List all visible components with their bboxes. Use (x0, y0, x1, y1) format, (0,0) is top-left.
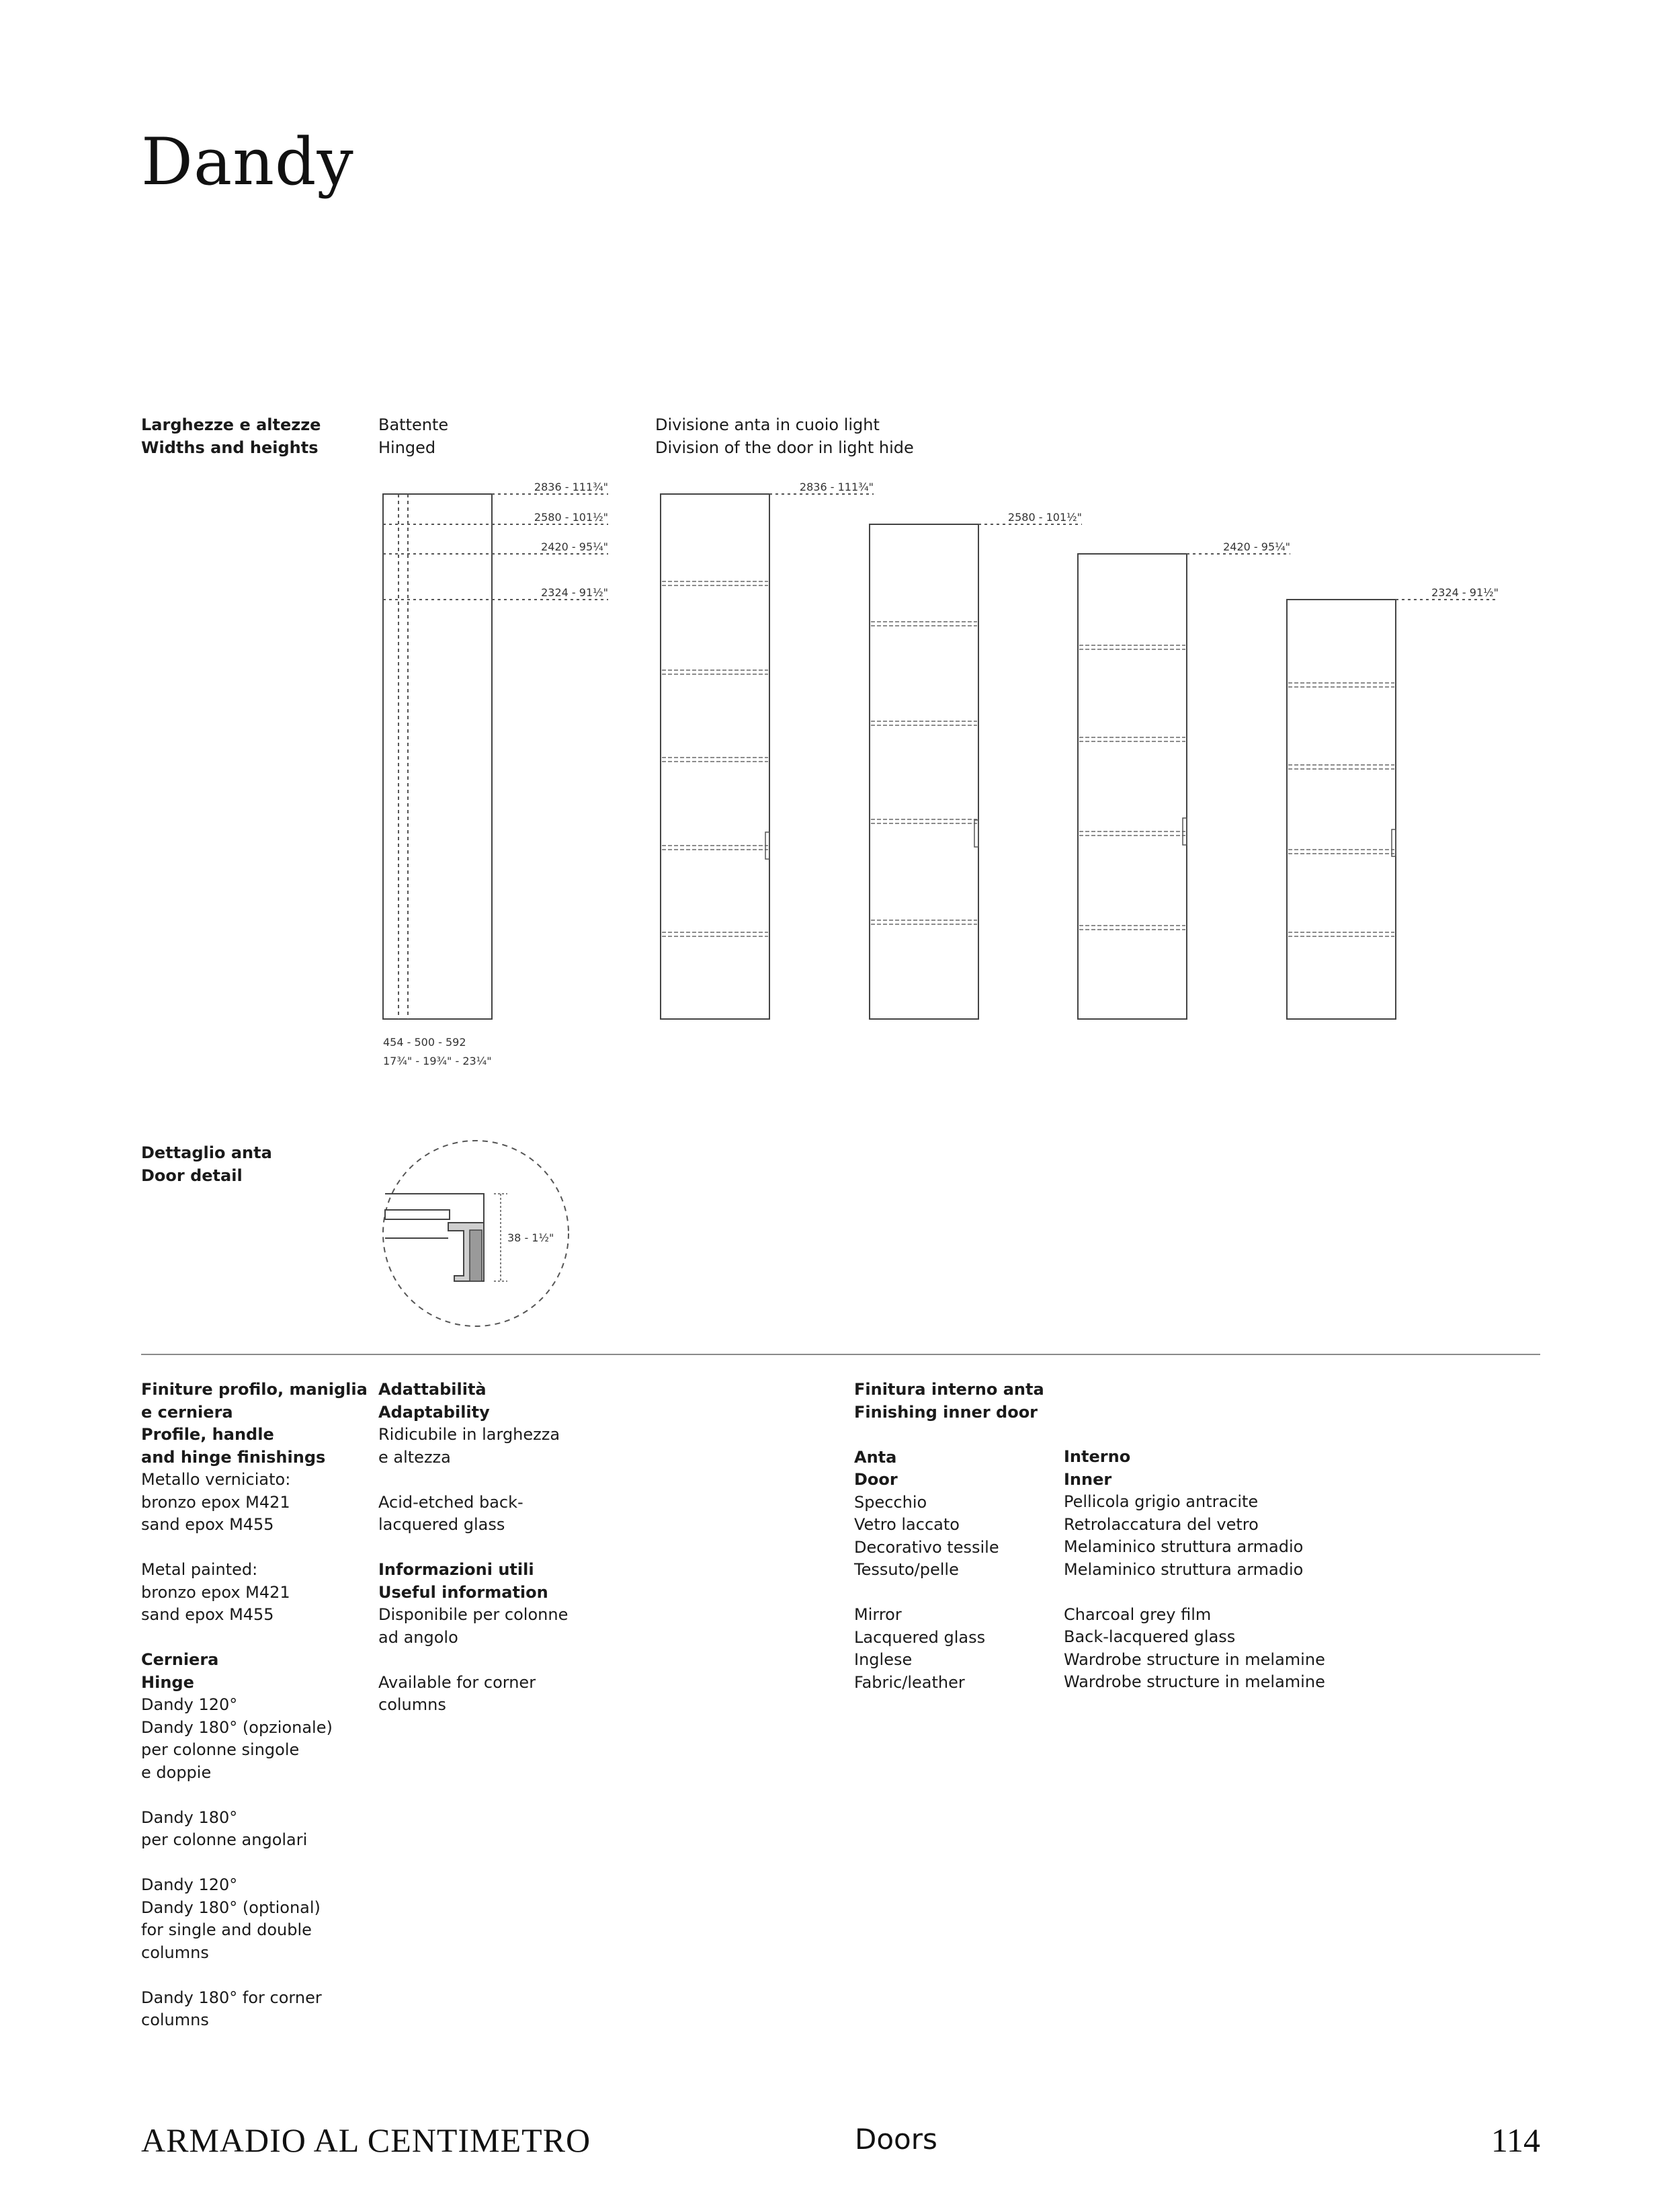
hinged-dim-2324: 2324 - 91½" (541, 586, 608, 599)
interno-it-line: Melaminico struttura armadio (1064, 1537, 1304, 1556)
widths-in: 17¾" - 19¾" - 23¼" (383, 1055, 492, 1067)
hinged-dim-2580: 2580 - 101½" (534, 511, 608, 524)
interno-en-line: Wardrobe structure in melamine (1064, 1672, 1325, 1691)
info-it-line: ad angolo (378, 1627, 458, 1647)
adapt-heading-en: Adaptability (378, 1402, 490, 1422)
anta-en-line: Fabric/leather (854, 1672, 965, 1692)
interno-heading-it: Interno (1064, 1447, 1131, 1466)
finish-en-line: sand epox M455 (141, 1605, 274, 1624)
hinged-it: Battente (378, 415, 449, 434)
info-it-line: Disponibile per colonne (378, 1605, 569, 1624)
widths-heights-en: Widths and heights (141, 438, 319, 457)
hinged-dim-2836: 2836 - 111¾" (534, 481, 608, 493)
info-en-line: columns (378, 1695, 446, 1714)
interno-en-line: Back-lacquered glass (1064, 1627, 1236, 1646)
hinge-line: per colonne angolari (141, 1830, 308, 1849)
adapt-it-line: Ridicubile in larghezza (378, 1425, 560, 1444)
anta-en-line: Inglese (854, 1650, 913, 1669)
adapt-en-line: lacquered glass (378, 1515, 505, 1534)
finishes-heading-en-1: Profile, handle (141, 1425, 274, 1444)
page-title: Dandy (141, 124, 354, 200)
hinged-en: Hinged (378, 438, 436, 457)
info-heading-en: Useful information (378, 1582, 548, 1602)
finish-it-line: Metallo verniciato: (141, 1470, 291, 1489)
adaptability-column (378, 1379, 568, 1717)
hinge-heading-en: Hinge (141, 1672, 194, 1692)
info-en-line: Available for corner (378, 1672, 536, 1692)
hinge-line: columns (141, 1943, 209, 1962)
anta-it-line: Tessuto/pelle (854, 1560, 959, 1579)
hinge-line: Dandy 180° (optional) (141, 1898, 321, 1917)
hinge-line: Dandy 120° (141, 1695, 238, 1714)
info-heading-it: Informazioni utili (378, 1560, 534, 1579)
division-door-2580 (870, 524, 1082, 1019)
door-detail-label (141, 1142, 272, 1187)
hinge-line: Dandy 120° (141, 1875, 238, 1894)
door-thickness: 38 - 1½" (507, 1231, 554, 1244)
hinge-line: columns (141, 2010, 209, 2029)
finishes-heading-it-1: Finiture profilo, maniglia (141, 1380, 368, 1399)
division-door-2836 (661, 494, 874, 1019)
hinge-line: Dandy 180° for corner (141, 1988, 322, 2007)
adapt-heading-it: Adattabilità (378, 1380, 487, 1399)
division-dim-2420: 2420 - 95¼" (1223, 540, 1290, 553)
finishes-heading-en-2: and hinge finishings (141, 1447, 326, 1467)
anta-en-line: Lacquered glass (854, 1627, 986, 1647)
door-detail-it: Dettaglio anta (141, 1143, 272, 1162)
hinge-line: for single and double (141, 1920, 312, 1939)
division-door-2324 (1287, 600, 1499, 1019)
footer-section: Doors (855, 2123, 937, 2156)
hinged-door-drawing (383, 494, 608, 1019)
interno-heading-en: Inner (1064, 1469, 1112, 1489)
inner-finish-column (854, 1379, 1044, 1694)
division-it: Divisione anta in cuoio light (655, 415, 880, 434)
hinge-line: Dandy 180° (opzionale) (141, 1717, 333, 1737)
division-dim-2836: 2836 - 111¾" (799, 481, 874, 493)
section-divider (141, 1354, 1540, 1355)
finish-en-line: bronzo epox M421 (141, 1582, 290, 1602)
anta-heading-it: Anta (854, 1447, 897, 1467)
footer-collection: ARMADIO AL CENTIMETRO (141, 2121, 591, 2159)
anta-it-line: Vetro laccato (854, 1515, 960, 1534)
interno-en-line: Charcoal grey film (1064, 1604, 1212, 1624)
interno-en-line: Wardrobe structure in melamine (1064, 1650, 1325, 1669)
inner-heading-it: Finitura interno anta (854, 1380, 1044, 1399)
division-dim-2324: 2324 - 91½" (1431, 586, 1499, 599)
interno-column (1064, 1446, 1325, 1694)
widths-mm: 454 - 500 - 592 (383, 1036, 466, 1049)
division-door-2420 (1078, 554, 1290, 1019)
interno-it-line: Pellicola grigio antracite (1064, 1492, 1259, 1511)
adapt-it-line: e altezza (378, 1447, 451, 1467)
interno-it-line: Retrolaccatura del vetro (1064, 1514, 1259, 1534)
division-dim-2580: 2580 - 101½" (1007, 511, 1082, 524)
anta-it-line: Specchio (854, 1492, 927, 1512)
hinged-dim-2420: 2420 - 95¼" (541, 540, 608, 553)
finish-en-line: Metal painted: (141, 1560, 258, 1579)
anta-en-line: Mirror (854, 1605, 902, 1624)
hinge-line: Dandy 180° (141, 1807, 238, 1827)
hinge-line: per colonne singole (141, 1740, 300, 1759)
division-en: Division of the door in light hide (655, 438, 914, 457)
adapt-en-line: Acid-etched back- (378, 1492, 523, 1512)
inner-heading-en: Finishing inner door (854, 1402, 1038, 1422)
finishes-heading-it-2: e cerniera (141, 1402, 233, 1422)
hinge-line: e doppie (141, 1762, 212, 1782)
interno-it-line: Melaminico struttura armadio (1064, 1559, 1304, 1579)
finish-it-line: sand epox M455 (141, 1515, 274, 1534)
hinge-heading-it: Cerniera (141, 1650, 219, 1669)
finish-it-line: bronzo epox M421 (141, 1492, 290, 1512)
anta-it-line: Decorativo tessile (854, 1537, 999, 1557)
page-number: 114 (1490, 2121, 1540, 2159)
door-detail-en: Door detail (141, 1166, 243, 1185)
finishes-column (141, 1379, 368, 2032)
anta-heading-en: Door (854, 1470, 898, 1489)
widths-heights-it: Larghezze e altezze (141, 415, 321, 434)
